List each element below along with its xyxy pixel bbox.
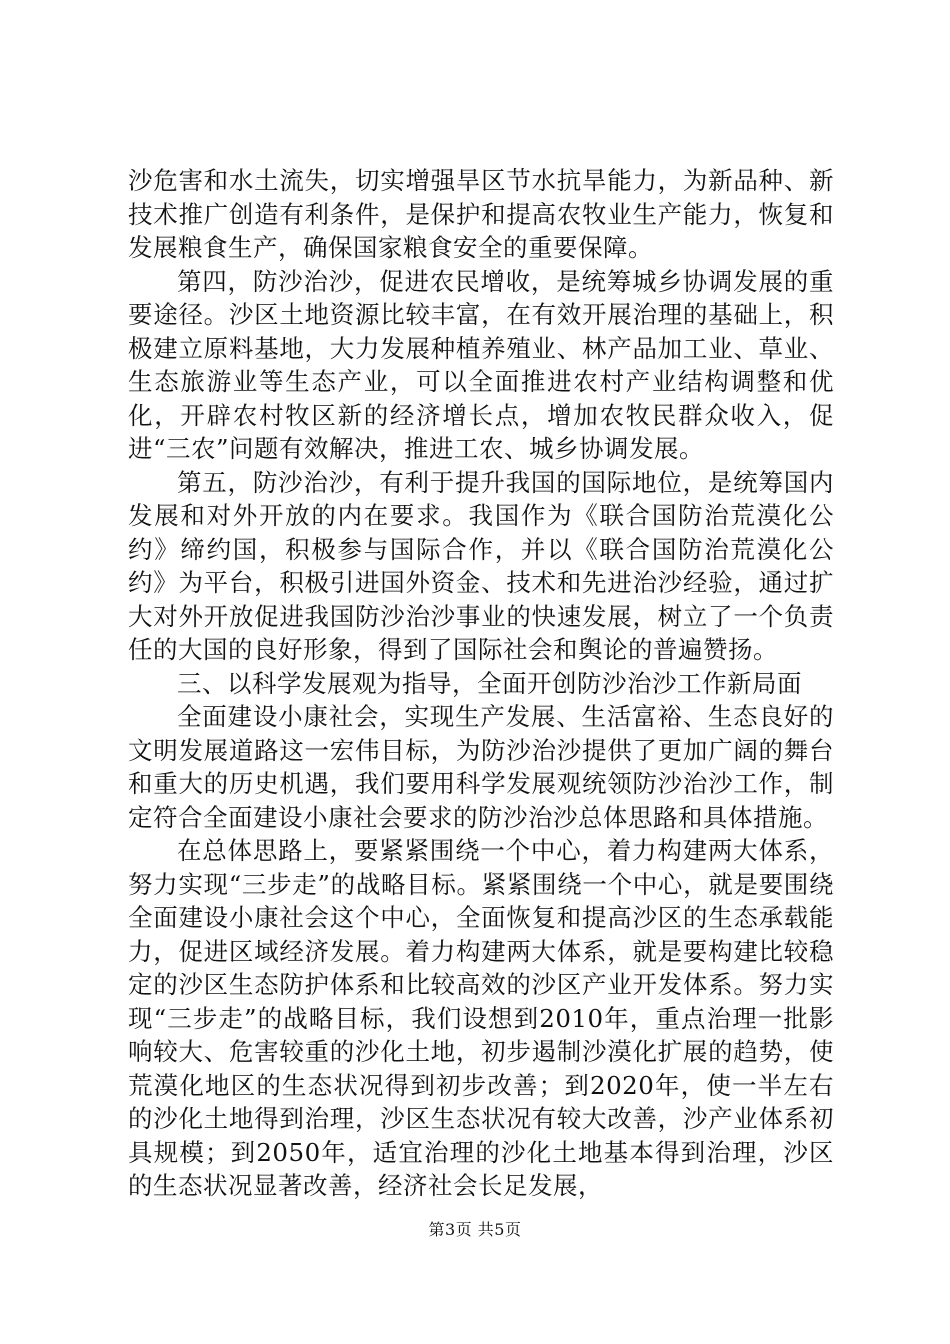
paragraph-continuation: 沙危害和水土流失，切实增强旱区节水抗旱能力，为新品种、新技术推广创造有利条件，是保护和提高农牧业生产能力，恢复和发展粮食生产，确保国家粮食安全的重要保障。 (128, 166, 834, 262)
page-number: 第3页 共5页 (428, 1220, 522, 1239)
paragraph-point-four: 第四，防沙治沙，促进农民增收，是统筹城乡协调发展的重要途径。沙区土地资源比较丰富，在有效开展治理的基础上，积极建立原料基地，大力发展种植养殖业、林产品加工业、草业、生态旅游业等生态产业，可以全面推进农村产业结构调整和优化，开辟农村牧区新的经济增长点，增加农牧民群众收入，促进“三农”问题有效解决，推进工农、城乡协调发展。 (128, 266, 834, 463)
paragraph-overall-approach: 在总体思路上，要紧紧围绕一个中心，着力构建两大体系，努力实现“三步走”的战略目标。紧紧围绕一个中心，就是要围绕全面建设小康社会这个中心，全面恢复和提高沙区的生态承载能力，促进区域经济发展。着力构建两大体系，就是要构建比较稳定的沙区生态防护体系和比较高效的沙区产业开发体系。努力实现“三步走”的战略目标，我们设想到2010年，重点治理一批影响较大、危害较重的沙化土地，初步遏制沙漠化扩展的趋势，使荒漠化地区的生态状况得到初步改善；到2020年，使一半左右的沙化土地得到治理，沙区生态状况有较大改善，沙产业体系初具规模；到2050年，适宜治理的沙化土地基本得到治理，沙区的生态状况显著改善，经济社会长足发展， (128, 836, 834, 1200)
section-heading-three: 三、以科学发展观为指导，全面开创防沙治沙工作新局面 (177, 668, 802, 698)
paragraph-xiaokang: 全面建设小康社会，实现生产发展、生活富裕、生态良好的文明发展道路这一宏伟目标，为防沙治沙提供了更加广阔的舞台和重大的历史机遇，我们要用科学发展观统领防沙治沙工作，制定符合全面建设小康社会要求的防沙治沙总体思路和具体措施。 (128, 702, 834, 832)
document-body (128, 164, 834, 1203)
page-footer (0, 1220, 950, 1240)
paragraph-point-five: 第五，防沙治沙，有利于提升我国的国际地位，是统筹国内发展和对外开放的内在要求。我国作为《联合国防治荒漠化公约》缔约国，积极参与国际合作，并以《联合国防治荒漠化公约》为平台，积极引进国外资金、技术和先进治沙经验，通过扩大对外开放促进我国防沙治沙事业的快速发展，树立了一个负责任的大国的良好形象，得到了国际社会和舆论的普遍赞扬。 (128, 467, 834, 664)
